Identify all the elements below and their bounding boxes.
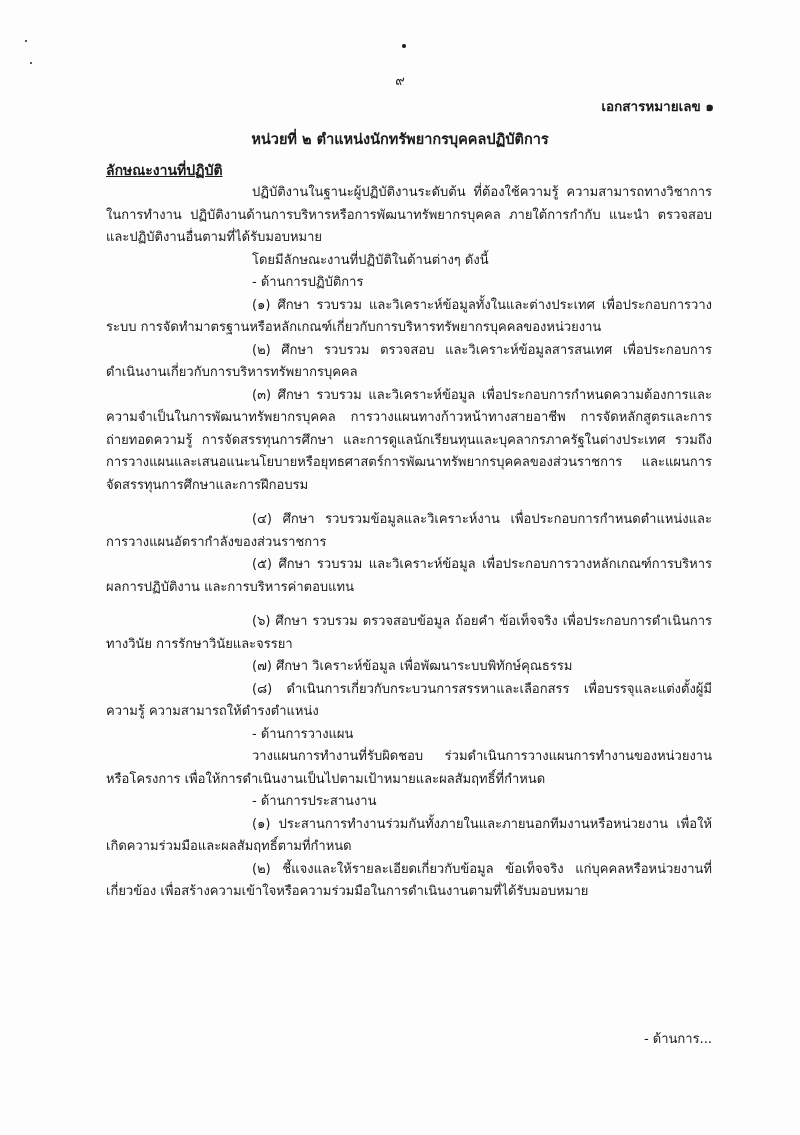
planning-paragraph: วางแผนการทำงานที่รับผิดชอบ ร่วมดำเนินการวางแผนการทำงานของหน่วยงานหรือโครงการ เพื่อให้การดำเนินงานเป็นไปตามเป้าหมายและผลสัมฤทธิ์ที่กำหนด xyxy=(106,749,712,787)
scan-speck xyxy=(25,40,27,42)
operations-item: (๒) ศึกษา รวบรวม ตรวจสอบ และวิเคราะห์ข้อมูลสารสนเทศ เพื่อประกอบการดำเนินงานเกี่ยวกับการบริหารทรัพยากรบุคคล xyxy=(106,342,712,380)
page-number: ๙ xyxy=(395,74,405,89)
scan-speck xyxy=(30,62,32,64)
scan-speck xyxy=(402,44,406,48)
operations-item: (๕) ศึกษา รวบรวม และวิเคราะห์ข้อมูล เพื่อประกอบการวางหลักเกณฑ์การบริหารผลการปฏิบัติงาน และการบริหารค่าตอบแทน xyxy=(106,557,712,595)
coordination-heading: - ด้านการประสานงาน xyxy=(252,794,377,809)
operations-heading: - ด้านการปฏิบัติการ xyxy=(252,275,364,290)
coordination-item: (๑) ประสานการทำงานร่วมกันทั้งภายในและภายนอกทีมงานหรือหน่วยงาน เพื่อให้เกิดความร่วมมือและผลสัมฤทธิ์ตามที่กำหนด xyxy=(106,816,712,854)
document-body xyxy=(106,182,712,904)
continuation-marker: - ด้านการ... xyxy=(643,1032,712,1047)
planning-heading: - ด้านการวางแผน xyxy=(252,726,354,742)
document-reference: เอกสารหมายเลข ๑ xyxy=(601,99,714,115)
operations-item: (๖) ศึกษา รวบรวม ตรวจสอบข้อมูล ถ้อยคำ ข้อเท็จจริง เพื่อประกอบการดำเนินการทางวินัย การรักษาวินัยและจรรยา xyxy=(106,614,712,652)
operations-item: (๑) ศึกษา รวบรวม และวิเคราะห์ข้อมูลทั้งในและต่างประเทศ เพื่อประกอบการวางระบบ การจัดทำมาตรฐานหรือหลักเกณฑ์เกี่ยวกับการบริหารทรัพยากรบุคคลของหน่วยงาน xyxy=(106,297,712,335)
operations-item: (๓) ศึกษา รวบรวม และวิเคราะห์ข้อมูล เพื่อประกอบการกำหนดความต้องการและความจำเป็นในการพัฒนาทรัพยากรบุคคล การวางแผนทางก้าวหน้าทางสายอาชีพ การจัดหลักสูตรและการถ่ายทอดความรู้ การจัดสรรทุนการศึกษา และการดูแลนักเรียนทุนและบุคลากรภาครัฐในต่างประเทศ รวมถึงการวางแผนและเสนอแนะนโยบายหรือยุทธศาสตร์การพัฒนาทรัพยากรบุคคลของส่วนราชการ และแผนการจัดสรรทุนการศึกษาและการฝึกอบรม xyxy=(106,387,712,493)
section-heading: ลักษณะงานที่ปฏิบัติ xyxy=(106,163,223,179)
intro-paragraph: ปฏิบัติงานในฐานะผู้ปฏิบัติงานระดับต้น ที่ต้องใช้ความรู้ ความสามารถทางวิชาการในการทำงาน ปฏิบัติงานด้านการบริหารหรือการพัฒนาทรัพยากรบุคคล ภายใต้การกำกับ แนะนำ ตรวจสอบ และปฏิบัติงานอื่นตามที่ได้รับมอบหมาย xyxy=(106,185,712,245)
lead-line: โดยมีลักษณะงานที่ปฏิบัติในด้านต่างๆ ดังนี้ xyxy=(252,252,489,268)
operations-item: (๔) ศึกษา รวบรวมข้อมูลและวิเคราะห์งาน เพื่อประกอบการกำหนดตำแหน่งและการวางแผนอัตรากำลังของส่วนราชการ xyxy=(106,512,712,550)
operations-item: (๘) ดำเนินการเกี่ยวกับกระบวนการสรรหาและเลือกสรร เพื่อบรรจุและแต่งตั้งผู้มีความรู้ ความสามารถให้ดำรงตำแหน่ง xyxy=(106,681,712,719)
document-title: หน่วยที่ ๒ ตำแหน่งนักทรัพยากรบุคคลปฏิบัติการ xyxy=(251,132,549,148)
coordination-item: (๒) ชี้แจงและให้รายละเอียดเกี่ยวกับข้อมูล ข้อเท็จจริง แก่บุคคลหรือหน่วยงานที่เกี่ยวข้อง เพื่อสร้างความเข้าใจหรือความร่วมมือในการดำเนินงานตามที่ได้รับมอบหมาย xyxy=(106,861,712,899)
operations-item: (๗) ศึกษา วิเคราะห์ข้อมูล เพื่อพัฒนาระบบพิทักษ์คุณธรรม xyxy=(252,659,573,674)
